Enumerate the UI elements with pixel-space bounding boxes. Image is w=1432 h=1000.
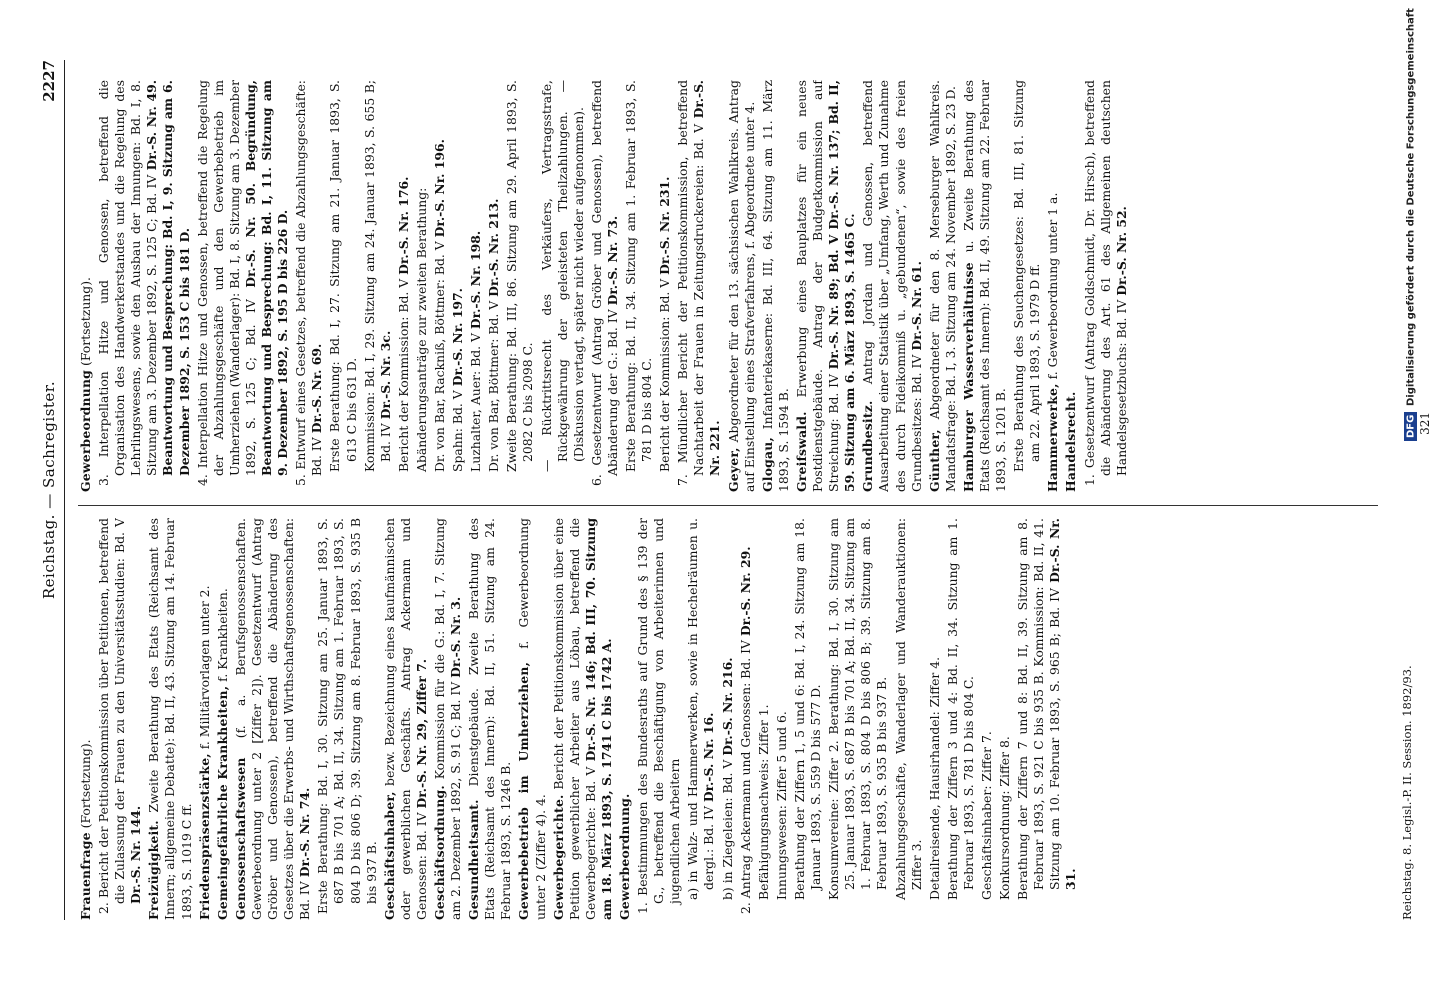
drucksache-ref: Dr.-S. Nr. 69. [309, 343, 325, 434]
index-subentry [979, 518, 995, 920]
index-entry [860, 80, 924, 492]
drucksache-ref: Dr.-S. Nr. 144. [128, 805, 144, 904]
entry-keyword: Grundbesitz. [860, 400, 876, 492]
entry-text: (f. a. Berufsgenossenschaften. Gewerbeordnung unter 2 [Ziffer 2]). Gesetzentwurf (Antrag Gröber und Genossen), betreffend die Abänderung des Gesetzes über die Erwerbs- und Wirthschaftsgenossenschaften: Bd. IV [232, 518, 313, 920]
index-subentry [997, 518, 1013, 920]
index-subentry [635, 518, 683, 920]
drucksache-ref: Dr.-S. Nr. 52. [1113, 206, 1129, 296]
entry-text: Berathung der Ziffern 1, 5 und 6: Bd. I, 24. Sitzung am 18. Januar 1893, S. 559 D bis 577 D. [791, 518, 824, 900]
dfg-stamp-text: Digitalisierung gefördert durch die Deutsche Forschungsgemeinschaft [1405, 8, 1417, 406]
entry-text: bezw. Bezeichnung eines kaufmännischen oder gewerblichen Geschäfts. Antrag Ackermann und Genossen: Bd. IV [381, 518, 429, 920]
index-subentry [468, 80, 484, 492]
index-subentry [396, 80, 412, 492]
index-entry [215, 518, 231, 920]
index-subentry [450, 80, 466, 492]
index-entry [78, 518, 94, 920]
entry-text: 1. Bestimmungen des Bundesraths auf Grund des § 139 der G., betreffend die Beschäftigung von Arbeiterinnen und jugendlichen Arbeitern [635, 518, 683, 914]
page-footer: Reichstag. 8. Legisl.-P. II. Session. 1892/93. [1400, 665, 1414, 920]
drucksache-ref: Dr.-S. Nr. 146; Bd. III, 70. Sitzung am 18. März 1893, S. 1741 C bis 1742 A. [582, 518, 614, 920]
index-entry [432, 518, 464, 920]
entry-keyword: Günther, [926, 429, 942, 492]
entry-text: f. Militärvorlagen unter 2. [196, 585, 212, 750]
entry-text: Infanteriekaserne: Bd. III, 64. Sitzung am 11. März 1893, S. 1594 B. [759, 80, 791, 492]
index-subentry [675, 80, 723, 492]
entry-text: 6. Gesetzentwurf (Antrag Gröber und Genossen), betreffend Abänderung der G.: Bd. IV [588, 80, 620, 486]
index-entry [794, 80, 858, 492]
entry-text: Bericht der Kommission: Bd. V [657, 278, 673, 472]
entry-text: Berathung der Ziffern 3 und 4: Bd. II, 34. Sitzung am 1. Februar 1893, S. 781 D bis 804 C. [944, 518, 976, 900]
entry-keyword: Frauenfrage [78, 832, 93, 920]
entry-keyword: Genossenschaftswesen [232, 757, 248, 920]
drucksache-ref: Dr.-S. Nr. 29. [737, 546, 753, 637]
index-subentry [414, 80, 430, 492]
entry-text: Dr. von Bar, Böttmer: Bd. V [486, 300, 502, 472]
entry-text: Erste Berathung: Bd. I, 30. Sitzung am 25. Januar 1893, S. 687 B bis 701 A; Bd. II, 34. Sitzung am 1. Februar 1893, S. 804 D bis 806 D; 39. Sitzung am 8. Februar 1893, S. 935 B bis 937 B. [315, 518, 379, 914]
entry-text: Abgeordneter für den 13. sächsischen Wahlkreis. Antrag auf Einstellung eines Strafverfahrens, f. Abgeordnete unter 4. [725, 80, 757, 492]
index-entry [233, 518, 313, 920]
index-entry [760, 80, 792, 492]
index-subentry [362, 80, 394, 492]
index-subentry [1015, 518, 1079, 920]
entry-text: Spahn: Bd. V [450, 390, 466, 472]
entry-keyword: Geschäftsordnung. [431, 785, 447, 920]
index-subentry [945, 518, 977, 920]
index-subentry [293, 80, 325, 492]
index-subentry [657, 80, 673, 492]
drucksache-ref: Dr.-S. Nr. 213. [486, 198, 502, 297]
running-title: Reichstag. — Sachregister. [40, 380, 58, 600]
drucksache-ref: Dr.-S. Nr. 176. [395, 176, 411, 275]
index-subentry [685, 518, 717, 920]
index-subentry [826, 518, 890, 920]
running-head [40, 60, 65, 920]
entry-text: Erwerbung eines Bauplatzes für ein neues Postdienstgebäude. Antrag der Budgetkommission auf Streichung: Bd. IV [793, 80, 842, 492]
entry-text: Antrag Jordan und Genossen, betreffend Ausarbeitung einer Statistik über „Umfang, Werth und Zunahme des durch Fideikommiß u. „gebundenen“, sowie des freien Grundbesitzes: Bd. IV [860, 80, 924, 492]
index-subentry [927, 518, 943, 920]
entry-keyword: Hammerwerke, [1045, 383, 1061, 492]
entry-keyword: Greifswald. [793, 411, 809, 492]
index-subentry [504, 80, 536, 492]
index-subentry [486, 80, 502, 492]
entry-text: Detailreisende, Hausirhandel: Ziffer 4. [926, 656, 942, 900]
entry-text: Erste Berathung: Bd. II, 34. Sitzung am 1. Februar 1893, S. 781 D bis 804 C. [623, 80, 655, 472]
entry-text: f. Gewerbeordnung unter 2 (Ziffer 4). 4. [516, 518, 548, 920]
index-subentry [96, 80, 193, 492]
index-entry [726, 80, 758, 492]
index-subentry [195, 80, 292, 492]
drucksache-ref: Dr.-S. Nr. 29, Ziffer 7. [413, 658, 429, 809]
index-entry [146, 518, 194, 920]
drucksache-ref: Dr.-S. Nr. 196. [431, 139, 447, 238]
drucksache-ref: Dr.-S. Nr. 231. [657, 176, 673, 275]
index-entry [551, 518, 615, 920]
index-entry [1045, 80, 1061, 492]
entry-text: Zweite Berathung: Bd. III, 86. Sitzung am 29. April 1893, S. 2082 C bis 2098 C. [504, 80, 536, 472]
entry-text: Konsumvereine: Ziffer 2. Berathung: Bd. I, 30. Sitzung am 25. Januar 1893, S. 687 B bis 701 A; Bd. II, 34. Sitzung am 1. Februar 1893, S. 804 D bis 806 B; 39. Sitzung am 8. Februar 1893, S. 935 B bis 937 B. [826, 518, 890, 900]
column-divider [78, 505, 1378, 506]
drucksache-ref: Dr.-S. Nr. 198. [468, 230, 484, 330]
entry-text: 3. Interpellation Hitze und Genossen, betreffend die Organisation des Handwerkerstandes und die Regelung des Lehrlingswesens, sowie den Ausbau der Innungen: Bd. I, 8. Sitzung am 3. Dezember 1892, S. 125 C; Bd. IV [96, 80, 160, 486]
entry-keyword: Handelsrecht. [1063, 391, 1079, 492]
entry-text: Kommission: Bd. I, 29. Sitzung am 24. Januar 1893, S. 655 B; Bd. IV [361, 80, 393, 472]
left-column [78, 518, 1418, 920]
entry-keyword: Friedenspräsenzstärke, [196, 753, 212, 920]
index-entry [382, 518, 430, 920]
entry-keyword: Geyer, [725, 447, 741, 492]
drucksache-ref: Dr.-S. Nr. 216. [719, 657, 735, 756]
entry-text: Abgeordneter für den 8. Merseburger Wahlkreis. Mandatsfrage: Bd. I, 3. Sitzung am 24. November 1892, S. 23 D. [926, 80, 958, 492]
index-subentry [539, 80, 587, 492]
entry-text: Geschäftsinhaber: Ziffer 7. [978, 731, 994, 900]
entry-text: Bericht der Petitionskommission über eine Petition gewerblicher Arbeiter aus Löbau, betreffend die Gewerbegerichte: Bd. V [550, 518, 598, 920]
entry-text: 5. Entwurf eines Gesetzes, betreffend die Abzahlungsgeschäfte: Bd. IV [293, 80, 325, 486]
index-entry [1063, 80, 1079, 492]
entry-keyword: Hamburger Wasserverhältnisse [960, 262, 976, 492]
entry-text: 7. Mündlicher Bericht der Petitionskommission, betreffend Nachtarbeit der Frauen in Zeitungsdruckereien: Bd. V [675, 80, 707, 486]
entry-text: 2. Bericht der Petitionskommission über Petitionen, betreffend die Zulassung der Frauen zu den Universitätsstudien: Bd. V [96, 518, 128, 914]
dfg-stamp [1400, 8, 1422, 992]
entry-keyword: Gewerbebetrieb im Umherziehen, [516, 661, 532, 920]
entry-text: f. Krankheiten. [214, 588, 230, 682]
drucksache-ref: Dr.-S. Nr. 3. [448, 596, 464, 678]
entry-text: Erste Berathung: Bd. I, 27. Sitzung am 21. Januar 1893, S. 613 C bis 631 D. [327, 80, 359, 472]
index-subentry [893, 518, 925, 920]
drucksache-ref: Dr.-S. Nr. 74. [297, 787, 313, 878]
entry-text: b) in Ziegeleien: Bd. V [719, 759, 735, 900]
signature-mark: 321 [1418, 412, 1432, 435]
entry-text: 4. Interpellation Hitze und Genossen, betreffend die Regelung der Abzahlungsgeschäfte und den Gewerbebetrieb im Umherziehen (Wanderlager): Bd. I, 8. Sitzung am 3. Dezember 1892, S. 125 C; Bd. IV [194, 80, 258, 486]
entry-text: 2. Antrag Ackermann und Genossen: Bd. IV [737, 640, 753, 914]
drucksache-ref: Dr.-S. Nr. 221. [691, 80, 723, 476]
entry-keyword: Gewerbegerichte. [550, 794, 566, 920]
entry-text: a) in Walz- und Hammerwerken, sowie in Hechelräumen u. dergl.: Bd. IV [685, 518, 717, 900]
dfg-logo: DFG [1405, 412, 1418, 441]
entry-text: Erste Berathung des Seuchengesetzes: Bd. III, 81. Sitzung am 22. April 1893, S. 1979 D ff. [1011, 80, 1043, 472]
entry-text: Dienstgebäude. Zweite Berathung des Etats (Reichsamt des Innern): Bd. II, 51. Sitzung am 24. Februar 1893, S. 1246 B. [466, 518, 514, 920]
page-number: 2227 [40, 60, 58, 102]
entry-text: 1. Gesetzentwurf (Antrag Goldschmidt, Dr. Hirsch), betreffend die Abänderung des Art. 61 des Allgemeinen deutschen Handelsgesetzbuchs: Bd. IV [1081, 80, 1129, 486]
entry-text: — Rücktrittsrecht des Verkäufers, Vertragsstrafe, Rückgewährung der geleisteten Theilzahlungen. — (Diskussion vertagt, später nicht wieder aufgenommen). [538, 80, 586, 472]
index-subentry [1082, 80, 1130, 492]
entry-keyword: Glogau, [759, 437, 775, 492]
entry-text: u. Zweite Berathung des Etats (Reichsamt des Innern): Bd. II, 49. Sitzung am 22. Februar 1893, S. 1201 B. [960, 80, 1009, 492]
right-column [78, 80, 1418, 492]
index-subentry [315, 518, 379, 920]
entry-keyword: Gewerbeordnung [78, 369, 93, 492]
entry-text: Berathung der Ziffern 7 und 8: Bd. II, 39. Sitzung am 8. Februar 1893, S. 921 C bis 935 B. Kommission: Bd. II, 41. Sitzung am 10. Februar 1893, S. 965 B; Bd. IV [1015, 518, 1063, 900]
index-entry [197, 518, 213, 920]
drucksache-ref: Dr.-S. Nr. 61. [908, 261, 924, 351]
index-subentry [774, 518, 790, 920]
entry-text: Dr. von Bar, Rackniß, Böttmer: Bd. V [431, 241, 447, 472]
entry-text: Bericht der Kommission: Bd. V [395, 278, 411, 472]
index-subentry [756, 518, 772, 920]
index-subentry [96, 518, 144, 920]
entry-text: f. Gewerbeordnung unter 1 a. [1045, 192, 1061, 380]
index-subentry [589, 80, 621, 492]
entry-text: Zweite Berathung des Etats (Reichsamt des Innern; allgemeine Debatte): Bd. II, 43. Sitzung am 14. Februar 1893, S. 1019 C ff. [146, 518, 194, 920]
index-entry [516, 518, 548, 920]
drucksache-ref: Dr.-S. Nr. 89; Bd. V Dr.-S. Nr. 137; Bd. II, 59. Sitzung am 6. März 1893, S. 1465 C. [826, 80, 858, 492]
entry-text: Abänderungsanträge zur zweiten Berathung: [413, 187, 429, 472]
index-subentry [623, 80, 655, 492]
drucksache-ref: Dr.-S. Nr. 197. [450, 288, 466, 387]
entry-text: Befähigungsnachweis: Ziffer 1. [755, 704, 771, 900]
index-subentry [720, 518, 736, 920]
drucksache-ref: Dr.-S. Nr. 49. Beantwortung und Besprechung: Bd. I, 9. Sitzung am 6. Dezember 1892, S. 153 C bis 181 D. [144, 80, 192, 476]
entry-text: Luzhalter, Auer: Bd. V [468, 333, 484, 472]
index-subentry [738, 518, 754, 920]
index-subentry [432, 80, 448, 492]
index-entry [466, 518, 514, 920]
drucksache-ref: Dr.-S. Nr. 3c. [377, 330, 393, 420]
entry-text: Konkursordnung: Ziffer 8. [997, 736, 1013, 900]
drucksache-ref: Dr.-S. Nr. 73. [604, 215, 620, 306]
index-entry [78, 80, 94, 492]
entry-keyword: Gewerbeordnung. [617, 793, 632, 920]
entry-keyword: Freizügigkeit. [146, 820, 162, 920]
entry-keyword: Gemeingefährliche Krankheiten, [214, 685, 230, 920]
entry-text: Abzahlungsgeschäfte, Wanderlager und Wanderauktionen: Ziffer 3. [892, 518, 924, 900]
drucksache-ref: Dr.-S. Nr. 31. [1047, 518, 1079, 890]
index-entry [961, 80, 1009, 492]
drucksache-ref: Dr.-S. Nr. 50. Begründung, Beantwortung und Besprechung: Bd. I, 11. Sitzung am 9. Dezember 1892, S. 195 D bis 226 D. [242, 80, 291, 476]
index-entry [617, 518, 633, 920]
index-entry [927, 80, 959, 492]
entry-text: (Fortsetzung). [78, 277, 93, 366]
index-subentry [792, 518, 824, 920]
entry-text: (Fortsetzung). [78, 739, 93, 829]
entry-text: Innungswesen: Ziffer 5 und 6. [773, 711, 789, 900]
entry-text: Kommission für die G.: Bd. I, 7. Sitzung am 2. Dezember 1892, S. 91 C; Bd. IV [431, 518, 464, 920]
entry-keyword: Geschäftsinhaber, [381, 791, 397, 920]
index-subentry [327, 80, 359, 492]
index-subentry [1011, 80, 1043, 492]
entry-keyword: Gesundheitsamt. [466, 799, 482, 920]
drucksache-ref: Dr.-S. Nr. 16. [701, 712, 717, 803]
